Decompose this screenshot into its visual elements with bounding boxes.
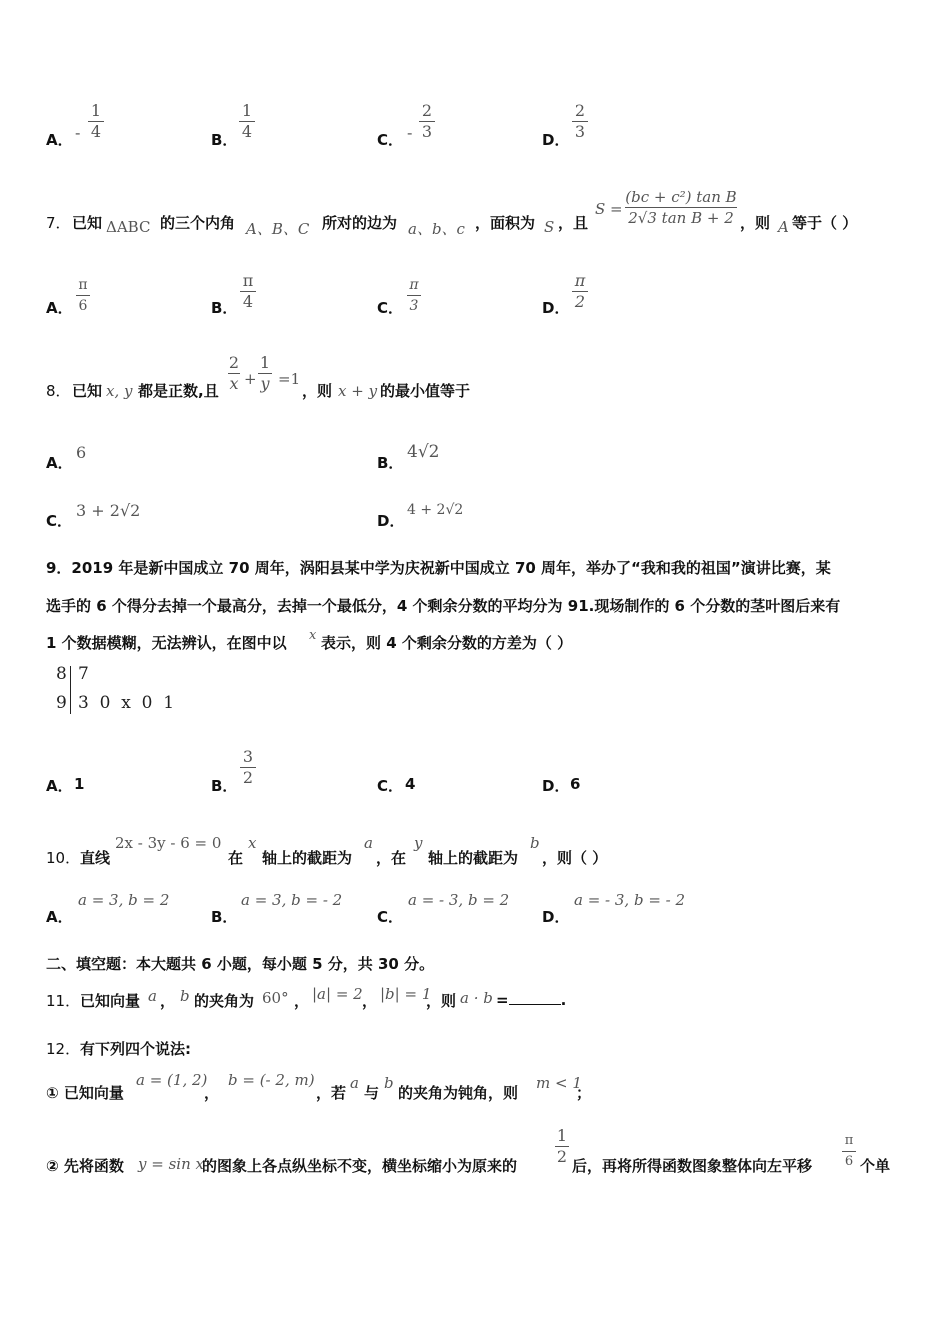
option-value: 6	[570, 775, 581, 793]
option-label: D．	[542, 908, 570, 926]
stem-divider	[70, 666, 71, 714]
question-text: 已知	[72, 382, 103, 400]
option-label: A．	[46, 454, 73, 472]
question-text: 直线	[80, 849, 111, 867]
statement-text: ② 先将函数	[46, 1157, 124, 1175]
option-label: D．	[542, 777, 570, 795]
minus-sign: -	[407, 123, 413, 142]
option-label: C．	[46, 512, 73, 530]
statement-text: 个单	[860, 1157, 891, 1175]
math: b	[180, 987, 190, 1005]
stem-value: 9	[56, 693, 67, 713]
option-label: A．	[46, 908, 73, 926]
math: x + y	[338, 382, 378, 400]
math: 60°	[262, 989, 289, 1007]
option-value: 4√2	[407, 442, 440, 462]
math: b = (- 2, m)	[228, 1071, 315, 1089]
question-text: 所对的边为	[322, 214, 398, 232]
math: x, y	[106, 382, 133, 400]
fraction: 1 4	[239, 102, 255, 141]
question-text: ，且	[558, 214, 589, 232]
math: y	[414, 834, 423, 852]
option-label: B．	[211, 777, 238, 795]
question-text: ，则	[740, 214, 771, 232]
fraction: 2 3	[419, 102, 435, 141]
math: x	[248, 834, 257, 852]
math: A、B、C	[246, 220, 310, 238]
option-value: 6	[76, 443, 87, 462]
statement-text: ，	[204, 1084, 220, 1102]
fraction: π 6	[76, 276, 90, 315]
option-value: a = 3, b = 2	[78, 891, 170, 909]
option-label: C．	[377, 777, 404, 795]
statement-text: ；	[576, 1084, 592, 1102]
minus-sign: -	[75, 123, 81, 142]
question-text: ，	[362, 992, 378, 1010]
question-text: ，则	[302, 382, 333, 400]
math: +	[244, 370, 257, 388]
option-value: a = - 3, b = - 2	[574, 891, 686, 909]
option-label: B．	[211, 908, 238, 926]
question-text: 在	[228, 849, 244, 867]
option-label: D．	[542, 131, 570, 149]
option-value: 1	[74, 775, 85, 793]
option-value: 4	[405, 775, 416, 793]
option-label: B．	[211, 299, 238, 317]
question-text: ，在	[376, 849, 407, 867]
statement-text: ① 已知向量	[46, 1084, 124, 1102]
option-label: A．	[46, 777, 73, 795]
math: y = sin x	[138, 1155, 204, 1173]
math: a	[364, 834, 373, 852]
option-value: 3 + 2√2	[76, 501, 141, 520]
question-text: ，面积为	[475, 214, 536, 232]
math: a	[350, 1074, 359, 1092]
option-label: B．	[377, 454, 404, 472]
statement-text: 后，再将所得函数图象整体向左平移	[572, 1157, 813, 1175]
option-value: a = 3, b = - 2	[241, 891, 343, 909]
question-text: ，则（ ）	[542, 849, 608, 867]
question-text: ，	[294, 992, 310, 1010]
fraction: π 6	[842, 1132, 856, 1171]
question-text: 的夹角为	[194, 992, 255, 1010]
fraction: 1 4	[88, 102, 104, 141]
question-number: 12．	[46, 1040, 81, 1058]
math: A	[778, 218, 789, 236]
statement-text: 与	[364, 1084, 380, 1102]
leaf-values: 3 0 x 0 1	[78, 693, 175, 713]
question-text: 都是正数,且	[138, 382, 219, 400]
fraction: 2 3	[572, 102, 588, 141]
fraction: 1 y	[259, 353, 271, 393]
question-text: 9．2019 年是新中国成立 70 周年，涡阳县某中学为庆祝新中国成立 70 周年，举办了“我和我的祖国”演讲比赛，某	[46, 559, 831, 577]
question-text: 有下列四个说法:	[80, 1040, 191, 1058]
math: a、b、c	[408, 220, 465, 238]
math: ΔABC	[106, 218, 151, 236]
question-number: 8．	[46, 382, 71, 400]
math: x	[309, 628, 317, 643]
statement-text: 的图象上各点纵坐标不变，横坐标缩小为原来的	[202, 1157, 518, 1175]
question-text: 表示，则 4 个剩余分数的方差为（ ）	[321, 634, 573, 652]
option-label: C．	[377, 131, 404, 149]
math: S	[544, 218, 555, 236]
option-label: B．	[211, 131, 238, 149]
question-text: ，则	[426, 992, 457, 1010]
question-text: 轴上的截距为	[262, 849, 353, 867]
leaf-values: 7	[78, 664, 89, 684]
statement-text: ，若	[316, 1084, 347, 1102]
section-heading: 二、填空题：本大题共 6 小题，每小题 5 分，共 30 分。	[46, 955, 435, 973]
question-text: 等于（ ）	[792, 214, 858, 232]
answer-blank[interactable]: = .	[496, 991, 567, 1009]
math: 2x - 3y - 6 = 0	[115, 834, 222, 852]
math: |a| = 2	[312, 985, 363, 1003]
fraction: π 3	[407, 276, 421, 315]
math: |b| = 1	[380, 985, 432, 1003]
question-text: 轴上的截距为	[428, 849, 519, 867]
option-label: D．	[377, 512, 405, 530]
math: b	[384, 1074, 394, 1092]
question-text: 选手的 6 个得分去掉一个最高分，去掉一个最低分，4 个剩余分数的平均分为 91.现场制作的 6 个分数的茎叶图后来有	[46, 597, 841, 615]
fraction: 2 x	[228, 353, 240, 393]
math: m < 1	[536, 1074, 582, 1092]
math: a · b	[460, 989, 493, 1007]
option-value: a = - 3, b = 2	[408, 891, 510, 909]
fraction: 3 2	[240, 748, 256, 787]
stem-value: 8	[56, 664, 67, 684]
question-text: 的三个内角	[160, 214, 236, 232]
area-formula-fraction: (bc + c²) tan B 2√3 tan B + 2	[625, 188, 737, 227]
math: S =	[595, 200, 623, 218]
fraction: 1 2	[556, 1126, 568, 1166]
option-value: 4 + 2√2	[407, 502, 464, 518]
question-text: 已知向量	[80, 992, 141, 1010]
option-label: C．	[377, 908, 404, 926]
option-label: A．	[46, 299, 73, 317]
math: =1	[278, 370, 301, 388]
option-label: D．	[542, 299, 570, 317]
math: a	[148, 987, 157, 1005]
statement-text: 的夹角为钝角，则	[398, 1084, 519, 1102]
question-text: 已知	[72, 214, 103, 232]
question-number: 7．	[46, 214, 71, 232]
question-text: ，	[160, 992, 176, 1010]
fraction: π 2	[572, 272, 588, 311]
question-text: 1 个数据模糊，无法辨认，在图中以	[46, 634, 287, 652]
question-number: 11．	[46, 992, 81, 1010]
option-label: A．	[46, 131, 73, 149]
option-label: C．	[377, 299, 404, 317]
question-number: 10．	[46, 849, 81, 867]
fraction: π 4	[240, 272, 256, 311]
math: a = (1, 2)	[136, 1071, 208, 1089]
math: b	[530, 834, 540, 852]
question-text: 的最小值等于	[380, 382, 471, 400]
